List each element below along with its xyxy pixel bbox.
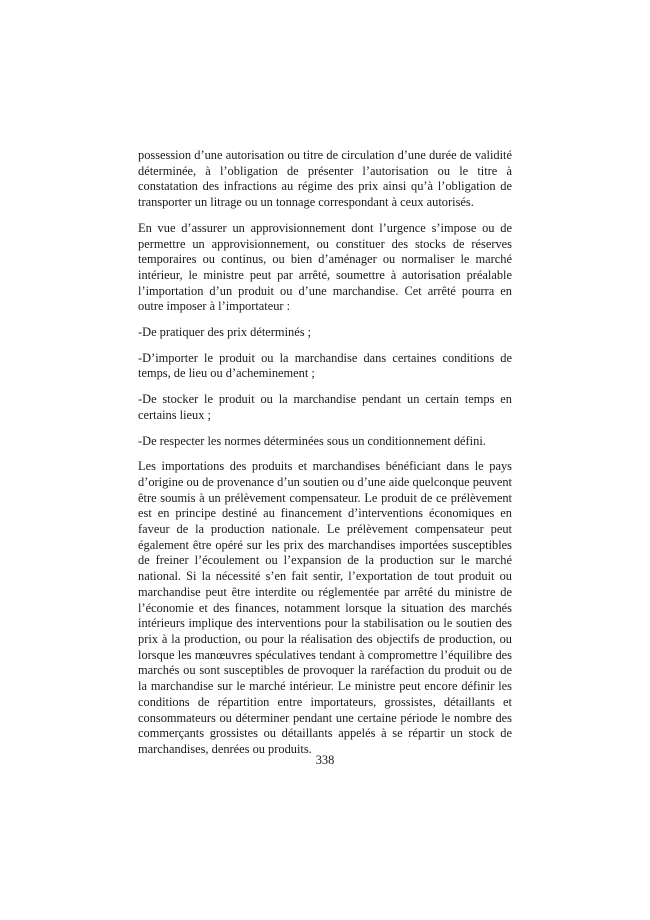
body-text: [138, 148, 512, 768]
list-item: -De pratiquer des prix déterminés ;: [138, 325, 312, 340]
paragraph: Les importations des produits et marchandises bénéficiant dans le pays d’origine ou de provenance d’un soutien ou d’une aide quelconque peuvent être soumis à un prélèvement compensateur. Le produit de ce prélèvement est en principe destiné au financement d’interventions économiques en faveur de la production nationale. Le prélèvement compensateur peut également être opéré sur les prix des marchandises importées susceptibles de freiner l’écoulement ou l’expansion de la production sur le marché national. Si la nécessité s’en fait sentir, l’exportation de tout produit ou marchandise peut être interdite ou réglementée par arrêté du ministre de l’économie et des finances, notamment lorsque la situation des marchés intérieurs implique des interventions pour la stabilisation ou le soutien des prix à la production, ou pour la réalisation des objectifs de production, ou lorsque les manœuvres spéculatives tendant à compromettre l’équilibre des marchés ou sont susceptibles de provoquer la raréfaction du produit ou de la marchandise sur le marché intérieur. Le ministre peut encore définir les conditions de répartition entre importateurs, grossistes, détaillants et consommateurs ou déterminer pendant une certaine période le nombre des commerçants grossistes ou détaillants appelés à se répartir un stock de marchandises, denrées ou produits.: [138, 459, 512, 756]
paragraph: En vue d’assurer un approvisionnement dont l’urgence s’impose ou de permettre un approvisionnement, ou constituer des stocks de réserves temporaires ou continus, ou bien d’aménager ou normaliser le marché intérieur, le ministre peut par arrêté, soumettre à autorisation préalable l’importation d’un produit ou d’une marchandise. Cet arrêté pourra en outre imposer à l’importateur :: [138, 220, 512, 314]
list-item: -De stocker le produit ou la marchandise pendant un certain temps en certains lieux ;: [138, 392, 512, 422]
page-number: 338: [315, 753, 335, 767]
list-item: -De respecter les normes déterminées sous un conditionnement défini.: [138, 433, 486, 448]
list-item: -D’importer le produit ou la marchandise dans certaines conditions de temps, de lieu ou d’acheminement ;: [138, 350, 512, 381]
paragraph: possession d’une autorisation ou titre de circulation d’une durée de validité déterminée, à l’obligation de présenter l’autorisation ou le titre à constatation des infractions au régime des prix ainsi qu’à l’obligation de transporter un litrage ou un tonnage correspondant à ceux autorisés.: [138, 148, 512, 210]
